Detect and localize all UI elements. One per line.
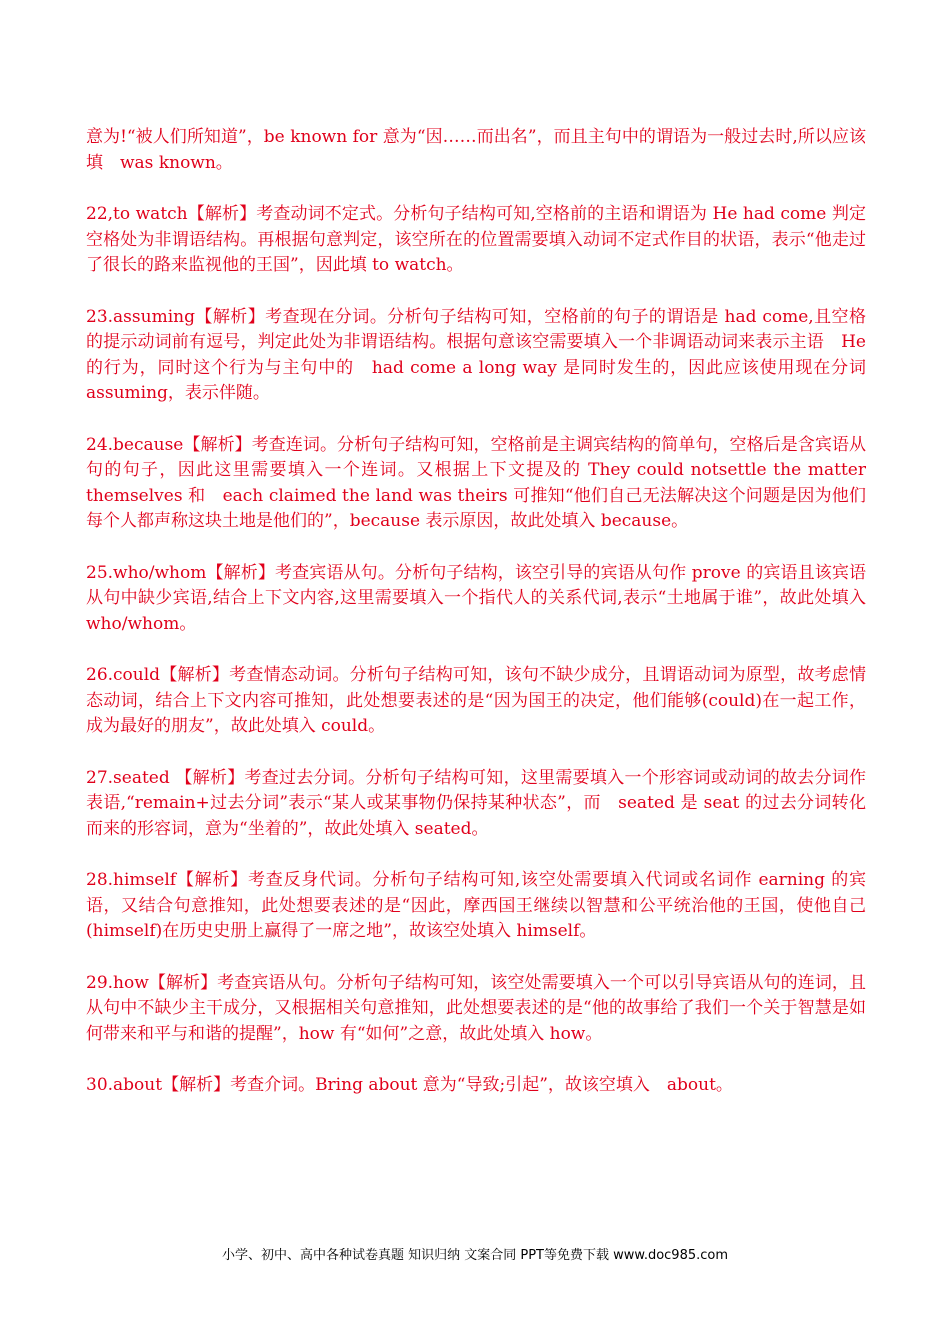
answer-explanations	[86, 125, 883, 1125]
page-footer: 小学、初中、高中各种试卷真题 知识归纳 文案合同 PPT等免费下载 www.doc985.com	[221, 1248, 729, 1263]
paragraph-30: 30.about【解析】考查介词。Bring about 意为“导致;引起”，故该空填入 about。	[86, 1075, 733, 1095]
paragraph-27: 27.seated 【解析】考查过去分词。分析句子结构可知，这里需要填入一个形容词或动词的故去分词作表语,“remain+过去分词”表示“某人或某事物仍保持某种状态”，而 seated 是 seat 的过去分词转化而来的形容词，意为“坐着的”，故此处填入 seated。	[86, 767, 866, 839]
paragraph-29: 29.how【解析】考查宾语从句。分析句子结构可知，该空处需要填入一个可以引导宾语从句的连词，且从句中不缺少主干成分，又根据相关句意推知，此处想要表述的是“他的故事给了我们一个关于智慧是如何带来和平与和谐的提醒”，how 有“如何”之意，故此处填入 how。	[86, 972, 866, 1044]
paragraph-continuation: 意为!“被人们所知道”，be known for 意为“因……而出名”，而且主句中的谓语为一般过去时,所以应该填 was known。	[86, 127, 866, 173]
paragraph-26: 26.could【解析】考查情态动词。分析句子结构可知，该句不缺少成分，且谓语动词为原型，故考虑情态动词，结合上下文内容可推知，此处想要表述的是“因为国王的决定，他们能够(could)在一起工作，成为最好的朋友”，故此处填入 could。	[86, 665, 866, 736]
paragraph-23: 23.assuming【解析】考查现在分词。分析句子结构可知，空格前的句子的谓语是 had come,且空格的提示动词前有逗号，判定此处为非谓语结构。根据句意该空需要填入一个非调语动词来表示主语 He 的行为，同时这个行为与主句中的 had come a long way 是同时发生的，因此应该使用现在分词 assuming，表示伴随。	[86, 306, 866, 403]
paragraph-24: 24.because【解析】考查连词。分析句子结构可知，空格前是主调宾结构的简单句，空格后是含宾语从句的句子，因此这里需要填入一个连词。又根据上下文提及的 They could notsettle the matter themselves 和 each claimed the land was theirs 可推知“他们自己无法解决这个问题是因为他们每个人都声称这块土地是他们的”，because 表示原因，故此处填入 because。	[86, 434, 866, 531]
paragraph-28: 28.himself【解析】考查反身代词。分析句子结构可知,该空处需要填入代词或名词作 earning 的宾语，又结合句意推知，此处想要表述的是“因此，摩西国王继续以智慧和公平统治他的王国，使他自己(himself)在历史史册上赢得了一席之地”，故该空处填入 himself。	[86, 870, 866, 941]
paragraph-22: 22,to watch【解析】考查动词不定式。分析句子结构可知,空格前的主语和谓语为 He had come 判定空格处为非谓语结构。再根据句意判定，该空所在的位置需要填入动词不定式作目的状语，表示“他走过了很长的路来监视他的王国”，因此填 to watch。	[86, 204, 866, 275]
paragraph-25: 25.who/whom【解析】考查宾语从句。分析句子结构，该空引导的宾语从句作 prove 的宾语且该宾语从句中缺少宾语,结合上下文内容,这里需要填入一个指代人的关系代词,表示“土地属于谁”，故此处填入 who/whom。	[86, 562, 883, 634]
